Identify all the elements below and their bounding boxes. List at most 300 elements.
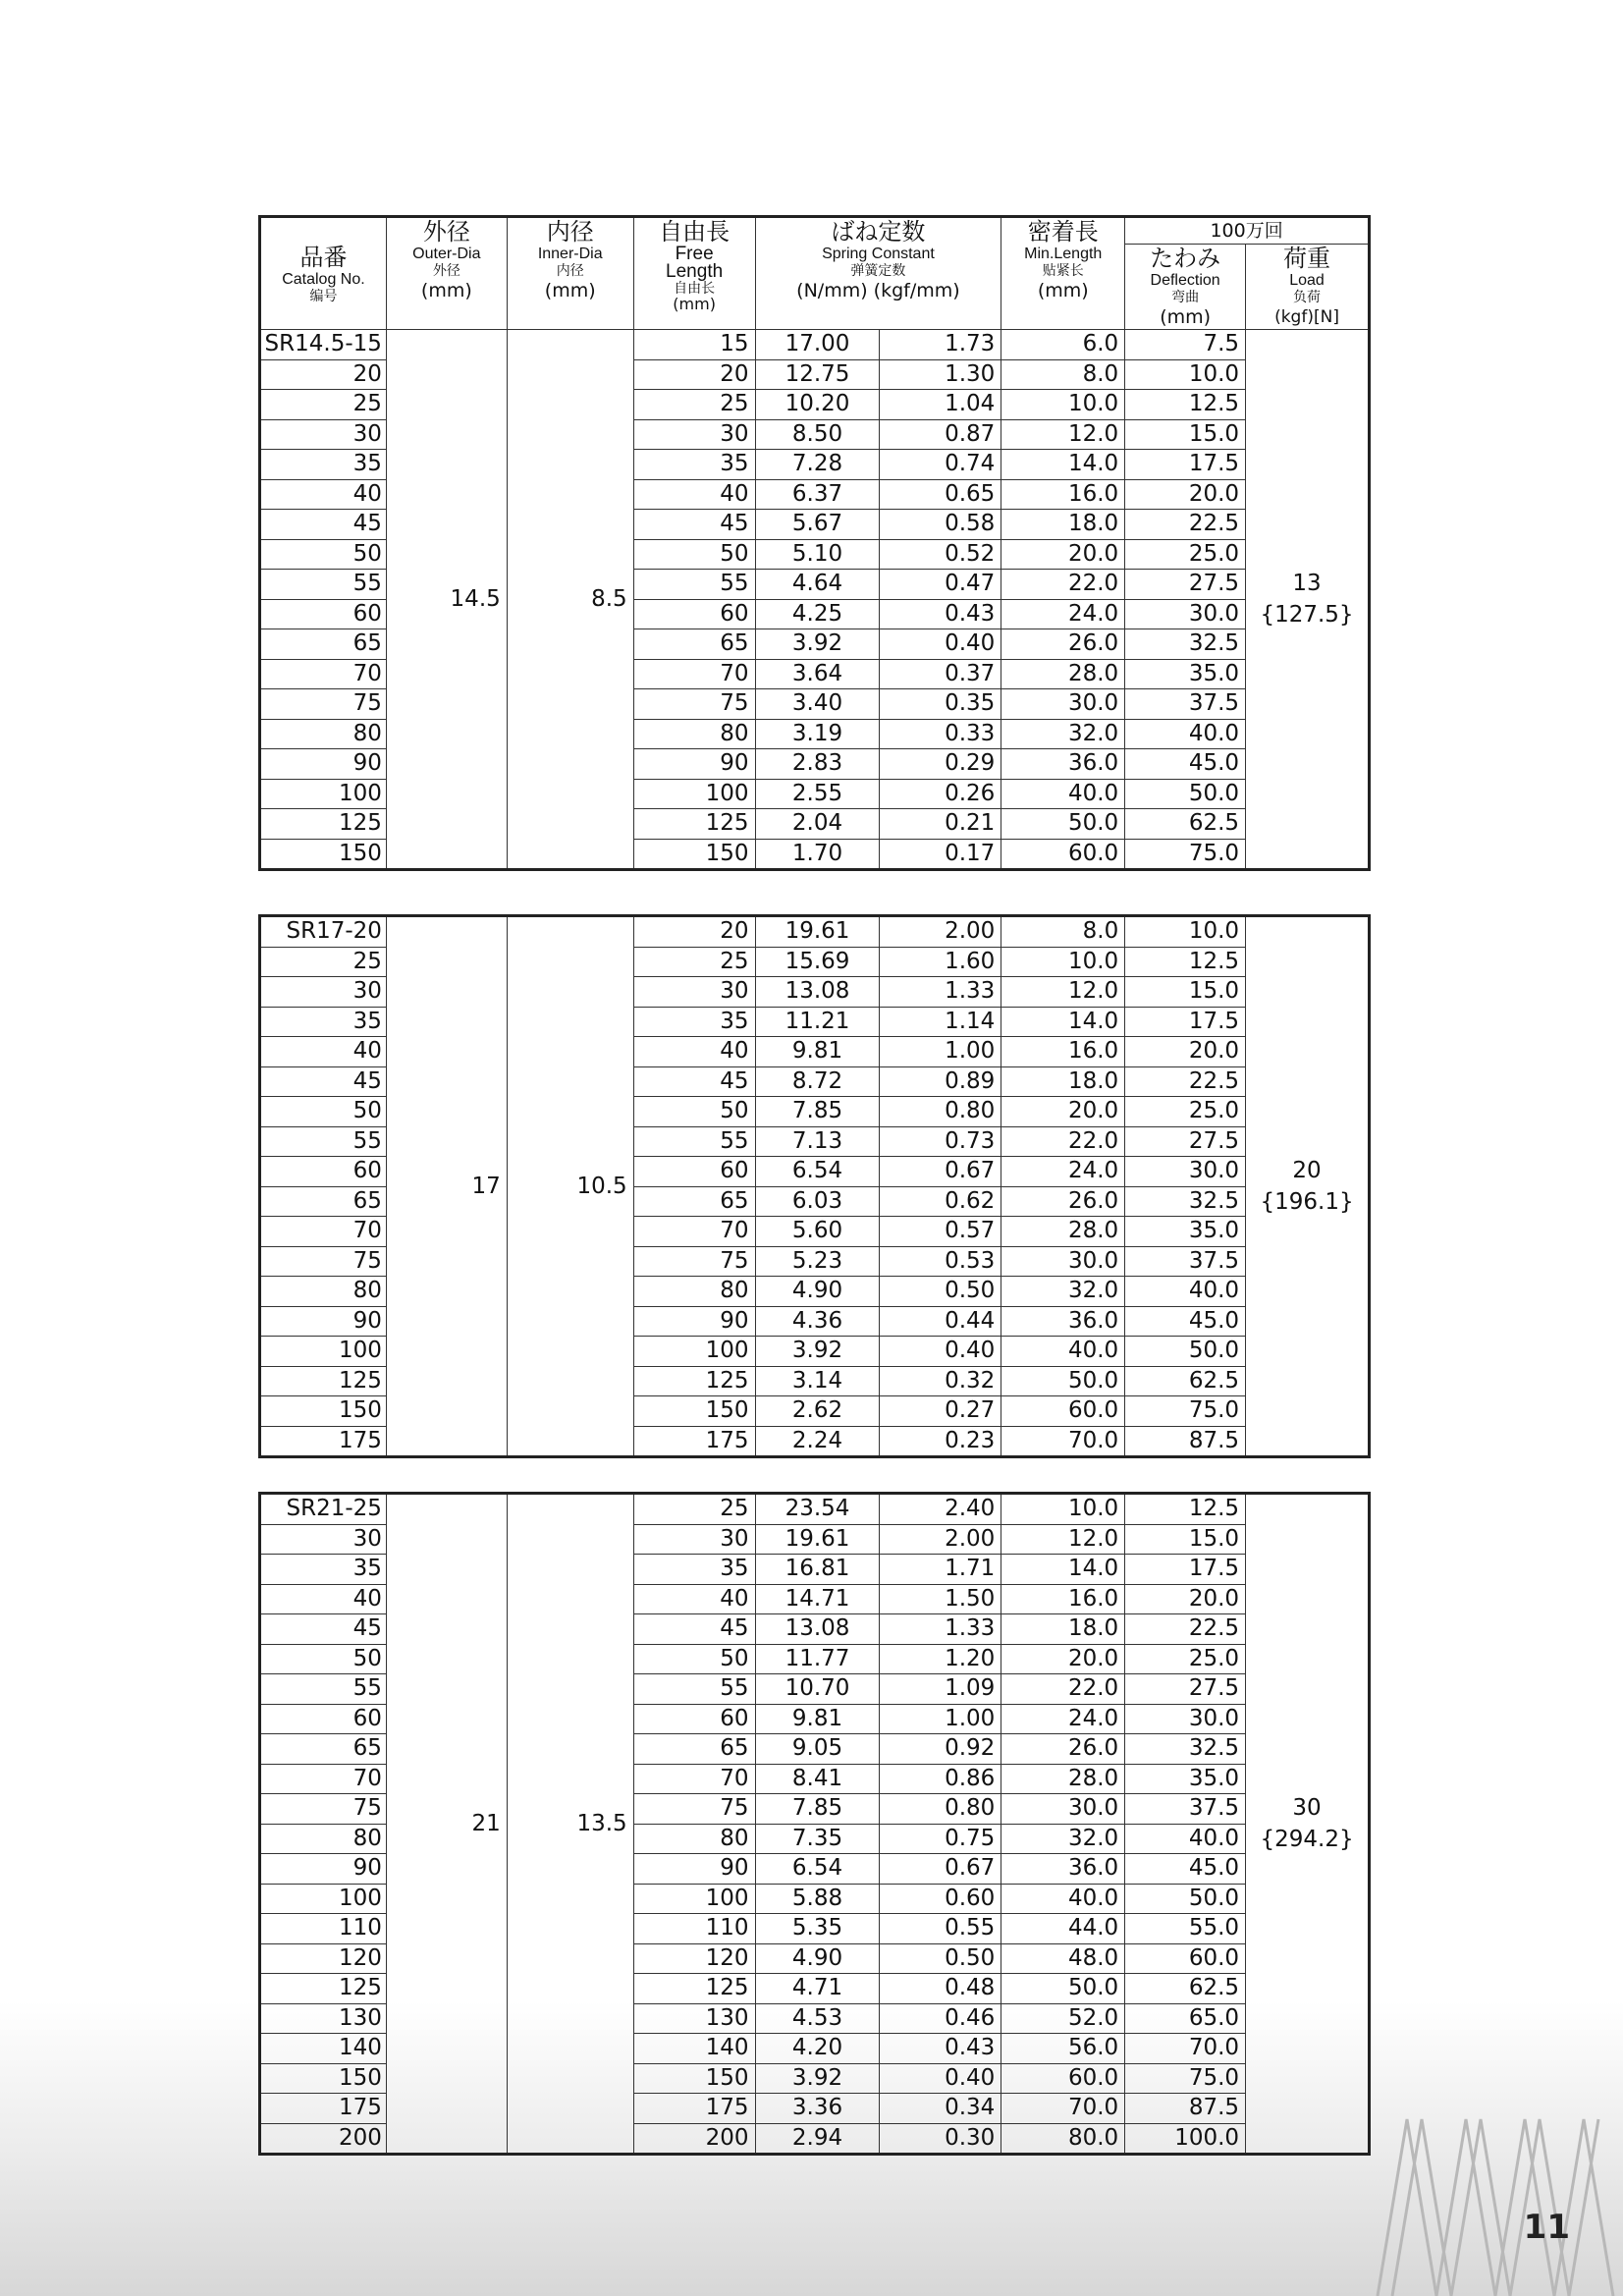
deflection-cell: 45.0 [1125,1306,1246,1337]
spring-constant-n-cell: 7.85 [755,1097,880,1127]
spring-constant-n-cell: 3.36 [755,2094,880,2124]
free-length-cell: 110 [633,1914,755,1944]
catalog-number-cell: 90 [260,749,387,780]
spring-constant-kgf-cell: 0.40 [880,1337,1001,1367]
deflection-cell: 30.0 [1125,1157,1246,1187]
catalog-number-cell: 45 [260,1614,387,1645]
deflection-cell: 32.5 [1125,1186,1246,1217]
catalog-number-cell: 20 [260,359,387,390]
free-length-cell: 45 [633,510,755,540]
free-length-cell: 70 [633,1217,755,1247]
free-length-cell: 40 [633,1037,755,1067]
spring-constant-kgf-cell: 0.48 [880,1974,1001,2004]
spring-constant-n-cell: 9.05 [755,1734,880,1765]
spring-constant-n-cell: 2.94 [755,2123,880,2155]
deflection-cell: 87.5 [1125,1426,1246,1457]
catalog-number-cell: 40 [260,1584,387,1614]
spring-constant-n-cell: 5.23 [755,1246,880,1277]
catalog-number-cell: 50 [260,1644,387,1674]
spring-constant-n-cell: 4.90 [755,1943,880,1974]
catalog-number-cell: SR14.5-15 [260,330,387,360]
deflection-cell: 75.0 [1125,2063,1246,2094]
free-length-cell: 40 [633,1584,755,1614]
spring-constant-n-cell: 7.13 [755,1126,880,1157]
deflection-cell: 40.0 [1125,1277,1246,1307]
inner-dia-cell: 8.5 [507,330,633,870]
spring-constant-kgf-cell: 1.00 [880,1037,1001,1067]
spring-constant-kgf-cell: 0.60 [880,1884,1001,1914]
deflection-cell: 32.5 [1125,1734,1246,1765]
free-length-cell: 50 [633,1097,755,1127]
free-length-cell: 50 [633,1644,755,1674]
free-length-cell: 65 [633,629,755,660]
free-length-cell: 35 [633,1555,755,1585]
deflection-cell: 30.0 [1125,1704,1246,1734]
spring-constant-kgf-cell: 1.00 [880,1704,1001,1734]
min-length-cell: 22.0 [1001,1674,1125,1705]
spring-constant-n-cell: 3.92 [755,2063,880,2094]
min-length-cell: 40.0 [1001,1884,1125,1914]
spring-constant-n-cell: 7.28 [755,450,880,480]
deflection-cell: 100.0 [1125,2123,1246,2155]
catalog-number-cell: 140 [260,2034,387,2064]
min-length-cell: 60.0 [1001,2063,1125,2094]
spring-constant-kgf-cell: 0.40 [880,629,1001,660]
deflection-cell: 12.5 [1125,947,1246,977]
catalog-number-cell: 55 [260,570,387,600]
free-length-cell: 35 [633,1007,755,1037]
spring-constant-n-cell: 19.61 [755,916,880,948]
inner-dia-cell: 13.5 [507,1494,633,2155]
deflection-cell: 37.5 [1125,689,1246,720]
min-length-cell: 32.0 [1001,1277,1125,1307]
min-length-cell: 50.0 [1001,1974,1125,2004]
spring-constant-n-cell: 6.03 [755,1186,880,1217]
spring-constant-n-cell: 4.25 [755,599,880,629]
catalog-number-cell: 80 [260,1277,387,1307]
spring-constant-n-cell: 10.20 [755,390,880,420]
spring-constant-n-cell: 5.35 [755,1914,880,1944]
min-length-cell: 80.0 [1001,2123,1125,2155]
min-length-cell: 12.0 [1001,1524,1125,1555]
catalog-number-cell: 70 [260,659,387,689]
spring-constant-n-cell: 16.81 [755,1555,880,1585]
spring-constant-kgf-cell: 0.75 [880,1824,1001,1854]
deflection-cell: 45.0 [1125,749,1246,780]
min-length-cell: 24.0 [1001,599,1125,629]
deflection-cell: 10.0 [1125,916,1246,948]
spring-constant-kgf-cell: 1.09 [880,1674,1001,1705]
spring-constant-kgf-cell: 0.65 [880,479,1001,510]
spring-constant-n-cell: 4.20 [755,2034,880,2064]
outer-dia-cell: 17 [386,916,507,1457]
free-length-cell: 150 [633,1396,755,1427]
free-length-cell: 75 [633,689,755,720]
min-length-cell: 36.0 [1001,1306,1125,1337]
catalog-number-cell: 70 [260,1764,387,1794]
load-newton: {294.2} [1260,1827,1354,1852]
deflection-cell: 87.5 [1125,2094,1246,2124]
deflection-cell: 25.0 [1125,539,1246,570]
free-length-cell: 75 [633,1794,755,1825]
catalog-number-cell: SR17-20 [260,916,387,948]
spring-constant-kgf-cell: 0.17 [880,839,1001,870]
spring-constant-n-cell: 14.71 [755,1584,880,1614]
free-length-cell: 35 [633,450,755,480]
free-length-cell: 150 [633,839,755,870]
free-length-cell: 55 [633,1126,755,1157]
header-spring-constant: ばね定数 Spring Constant 弹簧定数 (N/mm) (kgf/mm) [755,217,1001,330]
deflection-cell: 22.5 [1125,1066,1246,1097]
deflection-cell: 40.0 [1125,1824,1246,1854]
catalog-number-cell: 30 [260,1524,387,1555]
min-length-cell: 20.0 [1001,539,1125,570]
min-length-cell: 28.0 [1001,1217,1125,1247]
spring-constant-n-cell: 2.83 [755,749,880,780]
spring-constant-kgf-cell: 0.47 [880,570,1001,600]
catalog-number-cell: 100 [260,1337,387,1367]
spring-constant-n-cell: 17.00 [755,330,880,360]
catalog-number-cell: 90 [260,1854,387,1885]
spring-constant-kgf-cell: 1.04 [880,390,1001,420]
catalog-number-cell: 175 [260,1426,387,1457]
catalog-number-cell: 45 [260,510,387,540]
spring-constant-kgf-cell: 0.58 [880,510,1001,540]
spring-constant-kgf-cell: 1.73 [880,330,1001,360]
spring-constant-n-cell: 11.77 [755,1644,880,1674]
min-length-cell: 16.0 [1001,479,1125,510]
spring-constant-n-cell: 2.04 [755,809,880,840]
free-length-cell: 30 [633,977,755,1008]
spring-constant-kgf-cell: 0.74 [880,450,1001,480]
spring-constant-n-cell: 6.37 [755,479,880,510]
min-length-cell: 14.0 [1001,1007,1125,1037]
deflection-cell: 27.5 [1125,570,1246,600]
catalog-number-cell: 125 [260,809,387,840]
spring-constant-kgf-cell: 0.34 [880,2094,1001,2124]
header-inner-dia: 内径 Inner-Dia 内径 (mm) [507,217,633,330]
outer-dia-cell: 14.5 [386,330,507,870]
min-length-cell: 70.0 [1001,2094,1125,2124]
free-length-cell: 60 [633,1157,755,1187]
free-length-cell: 125 [633,1974,755,2004]
free-length-cell: 175 [633,1426,755,1457]
spring-constant-kgf-cell: 1.30 [880,359,1001,390]
deflection-cell: 30.0 [1125,599,1246,629]
spring-constant-kgf-cell: 0.55 [880,1914,1001,1944]
min-length-cell: 52.0 [1001,2003,1125,2034]
min-length-cell: 32.0 [1001,1824,1125,1854]
free-length-cell: 25 [633,390,755,420]
spring-constant-kgf-cell: 1.14 [880,1007,1001,1037]
min-length-cell: 20.0 [1001,1097,1125,1127]
catalog-number-cell: 200 [260,2123,387,2155]
header-load: 荷重 Load 负荷 (kgf)[N] [1246,245,1370,330]
min-length-cell: 24.0 [1001,1704,1125,1734]
spring-constant-kgf-cell: 0.43 [880,2034,1001,2064]
spring-constant-kgf-cell: 0.80 [880,1794,1001,1825]
free-length-cell: 55 [633,570,755,600]
table-row [260,916,1370,948]
deflection-cell: 50.0 [1125,1884,1246,1914]
spring-constant-kgf-cell: 0.27 [880,1396,1001,1427]
spring-constant-kgf-cell: 0.35 [880,689,1001,720]
min-length-cell: 10.0 [1001,947,1125,977]
deflection-cell: 35.0 [1125,1217,1246,1247]
min-length-cell: 28.0 [1001,659,1125,689]
min-length-cell: 60.0 [1001,1396,1125,1427]
spring-spec-table-sr17 [258,914,1371,1458]
min-length-cell: 36.0 [1001,1854,1125,1885]
free-length-cell: 150 [633,2063,755,2094]
spring-constant-kgf-cell: 0.53 [880,1246,1001,1277]
catalog-number-cell: 25 [260,390,387,420]
min-length-cell: 50.0 [1001,1366,1125,1396]
spring-constant-kgf-cell: 1.71 [880,1555,1001,1585]
deflection-cell: 62.5 [1125,1974,1246,2004]
min-length-cell: 56.0 [1001,2034,1125,2064]
min-length-cell: 26.0 [1001,1186,1125,1217]
free-length-cell: 125 [633,809,755,840]
catalog-number-cell: 65 [260,1734,387,1765]
spring-constant-n-cell: 1.70 [755,839,880,870]
spring-constant-n-cell: 8.41 [755,1764,880,1794]
catalog-number-cell: 60 [260,599,387,629]
free-length-cell: 90 [633,1854,755,1885]
spring-constant-kgf-cell: 0.23 [880,1426,1001,1457]
spring-constant-kgf-cell: 1.33 [880,977,1001,1008]
min-length-cell: 14.0 [1001,1555,1125,1585]
deflection-cell: 17.5 [1125,1007,1246,1037]
min-length-cell: 28.0 [1001,1764,1125,1794]
catalog-number-cell: 60 [260,1704,387,1734]
spring-constant-kgf-cell: 1.33 [880,1614,1001,1645]
free-length-cell: 60 [633,599,755,629]
catalog-number-cell: 30 [260,419,387,450]
free-length-cell: 55 [633,1674,755,1705]
free-length-cell: 20 [633,916,755,948]
min-length-cell: 12.0 [1001,419,1125,450]
header-outer-dia: 外径 Outer-Dia 外径 (mm) [386,217,507,330]
deflection-cell: 25.0 [1125,1097,1246,1127]
load-cell [1246,916,1370,1457]
spring-constant-kgf-cell: 0.92 [880,1734,1001,1765]
spring-constant-n-cell: 3.14 [755,1366,880,1396]
catalog-number-cell: 35 [260,450,387,480]
spring-constant-kgf-cell: 0.50 [880,1277,1001,1307]
free-length-cell: 80 [633,1824,755,1854]
deflection-cell: 20.0 [1125,1584,1246,1614]
spring-constant-n-cell: 7.35 [755,1824,880,1854]
min-length-cell: 16.0 [1001,1584,1125,1614]
catalog-number-cell: 35 [260,1555,387,1585]
table-header-row [260,217,1370,245]
spring-constant-kgf-cell: 0.62 [880,1186,1001,1217]
spring-constant-kgf-cell: 0.73 [880,1126,1001,1157]
spring-constant-kgf-cell: 0.44 [880,1306,1001,1337]
deflection-cell: 27.5 [1125,1674,1246,1705]
spring-constant-kgf-cell: 0.26 [880,779,1001,809]
deflection-cell: 55.0 [1125,1914,1246,1944]
spring-constant-n-cell: 5.88 [755,1884,880,1914]
min-length-cell: 60.0 [1001,839,1125,870]
deflection-cell: 37.5 [1125,1246,1246,1277]
inner-dia-cell: 10.5 [507,916,633,1457]
table-row [260,1494,1370,1525]
min-length-cell: 16.0 [1001,1037,1125,1067]
catalog-number-cell: 75 [260,1794,387,1825]
deflection-cell: 35.0 [1125,659,1246,689]
free-length-cell: 45 [633,1614,755,1645]
catalog-number-cell: 110 [260,1914,387,1944]
deflection-cell: 65.0 [1125,2003,1246,2034]
deflection-cell: 60.0 [1125,1943,1246,1974]
spring-constant-kgf-cell: 0.52 [880,539,1001,570]
catalog-number-cell: 70 [260,1217,387,1247]
min-length-cell: 22.0 [1001,1126,1125,1157]
deflection-cell: 62.5 [1125,809,1246,840]
free-length-cell: 90 [633,749,755,780]
catalog-number-cell: 30 [260,977,387,1008]
min-length-cell: 12.0 [1001,977,1125,1008]
spring-constant-kgf-cell: 0.87 [880,419,1001,450]
header-free-length: 自由長 Free Length 自由长 (mm) [633,217,755,330]
min-length-cell: 22.0 [1001,570,1125,600]
min-length-cell: 36.0 [1001,749,1125,780]
spring-constant-n-cell: 19.61 [755,1524,880,1555]
min-length-cell: 18.0 [1001,1066,1125,1097]
spring-constant-n-cell: 2.24 [755,1426,880,1457]
deflection-cell: 32.5 [1125,629,1246,660]
spring-constant-kgf-cell: 1.60 [880,947,1001,977]
spring-constant-kgf-cell: 0.37 [880,659,1001,689]
catalog-number-cell: 100 [260,779,387,809]
free-length-cell: 130 [633,2003,755,2034]
free-length-cell: 70 [633,1764,755,1794]
spring-constant-n-cell: 4.64 [755,570,880,600]
catalog-number-cell: 75 [260,689,387,720]
catalog-number-cell: 175 [260,2094,387,2124]
load-kgf: 20 [1292,1158,1322,1183]
spring-constant-kgf-cell: 0.89 [880,1066,1001,1097]
spring-constant-kgf-cell: 0.86 [880,1764,1001,1794]
catalog-number-cell: 130 [260,2003,387,2034]
min-length-cell: 50.0 [1001,809,1125,840]
deflection-cell: 50.0 [1125,779,1246,809]
free-length-cell: 45 [633,1066,755,1097]
spring-constant-n-cell: 9.81 [755,1704,880,1734]
catalog-number-cell: 90 [260,1306,387,1337]
spring-constant-n-cell: 5.67 [755,510,880,540]
min-length-cell: 10.0 [1001,1494,1125,1525]
free-length-cell: 25 [633,947,755,977]
deflection-cell: 25.0 [1125,1644,1246,1674]
free-length-cell: 60 [633,1704,755,1734]
spring-constant-kgf-cell: 0.32 [880,1366,1001,1396]
spring-constant-n-cell: 6.54 [755,1854,880,1885]
min-length-cell: 26.0 [1001,1734,1125,1765]
catalog-number-cell: 150 [260,1396,387,1427]
free-length-cell: 50 [633,539,755,570]
outer-dia-cell: 21 [386,1494,507,2155]
catalog-number-cell: 55 [260,1126,387,1157]
load-kgf: 13 [1292,571,1322,596]
free-length-cell: 80 [633,1277,755,1307]
deflection-cell: 22.5 [1125,1614,1246,1645]
deflection-cell: 22.5 [1125,510,1246,540]
deflection-cell: 50.0 [1125,1337,1246,1367]
deflection-cell: 17.5 [1125,1555,1246,1585]
deflection-cell: 62.5 [1125,1366,1246,1396]
page-number: 11 [1523,2208,1570,2247]
deflection-cell: 70.0 [1125,2034,1246,2064]
catalog-number-cell: 35 [260,1007,387,1037]
free-length-cell: 20 [633,359,755,390]
free-length-cell: 30 [633,419,755,450]
catalog-number-cell: 80 [260,1824,387,1854]
min-length-cell: 48.0 [1001,1943,1125,1974]
free-length-cell: 175 [633,2094,755,2124]
table-row [260,330,1370,360]
min-length-cell: 30.0 [1001,1246,1125,1277]
header-min-length: 密着長 Min.Length 贴紧长 (mm) [1001,217,1125,330]
spring-constant-kgf-cell: 0.29 [880,749,1001,780]
deflection-cell: 75.0 [1125,1396,1246,1427]
min-length-cell: 30.0 [1001,1794,1125,1825]
spring-constant-n-cell: 12.75 [755,359,880,390]
spring-constant-kgf-cell: 0.46 [880,2003,1001,2034]
free-length-cell: 40 [633,479,755,510]
load-cell [1246,330,1370,870]
spring-constant-n-cell: 15.69 [755,947,880,977]
free-length-cell: 200 [633,2123,755,2155]
free-length-cell: 100 [633,779,755,809]
spring-constant-n-cell: 3.40 [755,689,880,720]
spring-constant-n-cell: 4.90 [755,1277,880,1307]
deflection-cell: 40.0 [1125,719,1246,749]
spring-constant-n-cell: 4.71 [755,1974,880,2004]
spring-constant-kgf-cell: 0.50 [880,1943,1001,1974]
catalog-number-cell: 50 [260,539,387,570]
free-length-cell: 125 [633,1366,755,1396]
min-length-cell: 18.0 [1001,1614,1125,1645]
catalog-number-cell: 40 [260,1037,387,1067]
free-length-cell: 25 [633,1494,755,1525]
catalog-number-cell: 80 [260,719,387,749]
deflection-cell: 20.0 [1125,1037,1246,1067]
free-length-cell: 140 [633,2034,755,2064]
spring-constant-n-cell: 7.85 [755,1794,880,1825]
spring-constant-kgf-cell: 0.40 [880,2063,1001,2094]
min-length-cell: 20.0 [1001,1644,1125,1674]
spring-constant-kgf-cell: 2.00 [880,916,1001,948]
min-length-cell: 30.0 [1001,689,1125,720]
spring-spec-table-sr14-5 [258,215,1371,871]
spring-constant-n-cell: 5.60 [755,1217,880,1247]
spring-constant-kgf-cell: 0.57 [880,1217,1001,1247]
deflection-cell: 45.0 [1125,1854,1246,1885]
deflection-cell: 20.0 [1125,479,1246,510]
spring-constant-kgf-cell: 0.67 [880,1157,1001,1187]
spring-constant-n-cell: 10.70 [755,1674,880,1705]
min-length-cell: 40.0 [1001,779,1125,809]
spring-constant-n-cell: 13.08 [755,977,880,1008]
spring-constant-kgf-cell: 1.50 [880,1584,1001,1614]
deflection-cell: 35.0 [1125,1764,1246,1794]
free-length-cell: 70 [633,659,755,689]
min-length-cell: 70.0 [1001,1426,1125,1457]
spring-constant-kgf-cell: 0.43 [880,599,1001,629]
